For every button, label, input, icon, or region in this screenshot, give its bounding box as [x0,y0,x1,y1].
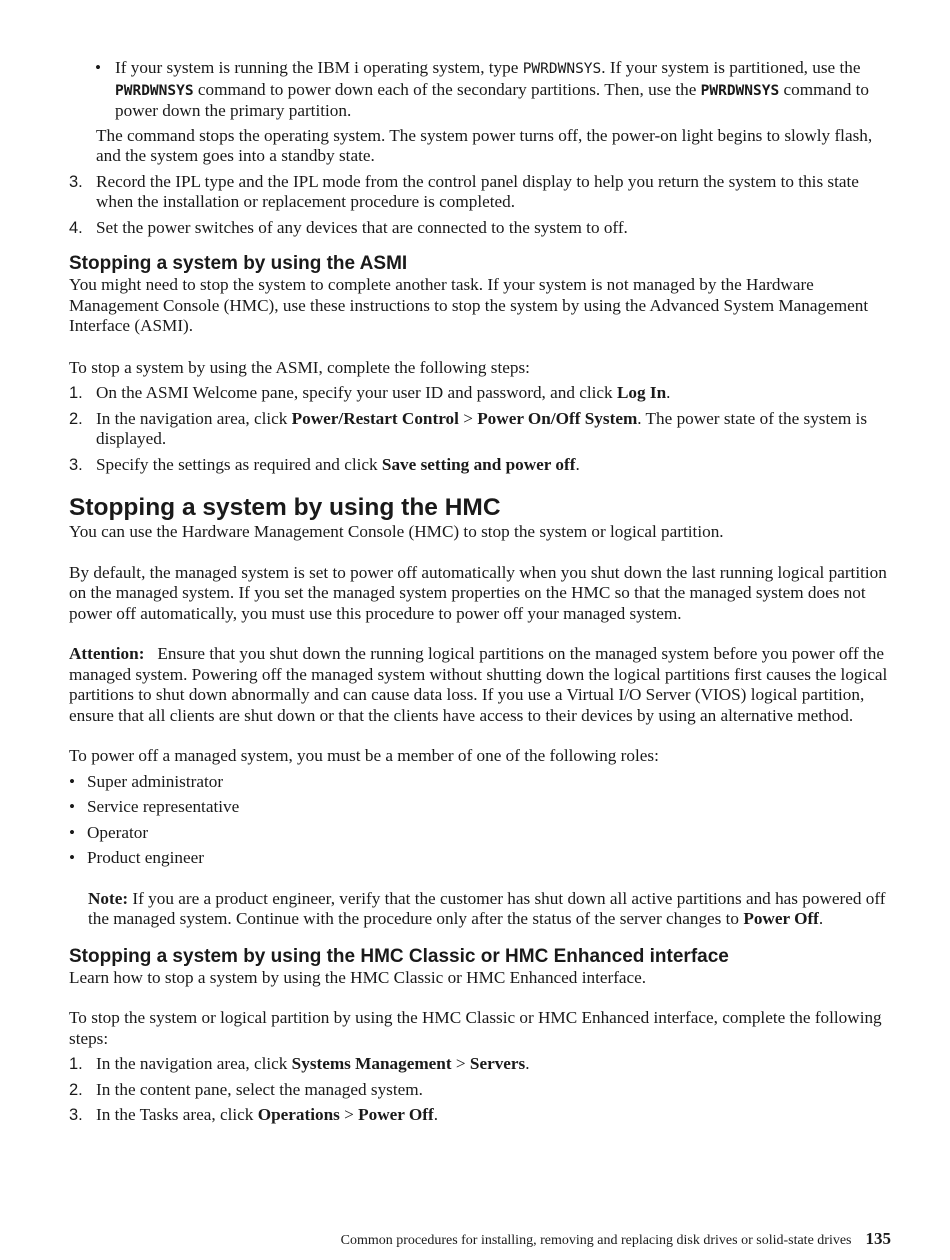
hmc-heading: Stopping a system by using the HMC [69,494,501,521]
ui-label-power-on-off: Power On/Off System [477,408,638,428]
bullet-dot: • [95,58,102,77]
classic-lead: To stop the system or logical partition by using the HMC Classic or HMC Enhanced interface, complete the following steps: [69,1008,882,1048]
document-page [69,58,894,1126]
note-para: Note: If you are a product engineer, verify that the customer has shut down all active partitions and has powered off the managed system. Continue with the procedure only after the status of the server changes to Power Off. [88,888,886,928]
ui-label-power-restart: Power/Restart Control [291,408,459,428]
ui-label-power-off: Power Off [358,1105,434,1124]
attention-label: Attention: [69,644,145,663]
asmi-lead: To stop a system by using the ASMI, complete the following steps: [69,357,530,377]
asmi-step-3: 3. Specify the settings as required and click Save setting and power off. [69,454,580,474]
command-pwrdwnsys-bold: PWRDWNSYS [115,82,194,99]
ui-label-operations: Operations [257,1105,340,1124]
role-item: • Super administrator [69,771,224,791]
classic-step-2: 2. In the content pane, select the managed system. [69,1079,423,1099]
command-pwrdwnsys-bold: PWRDWNSYS [700,82,780,99]
classic-intro: Learn how to stop a system by using the HMC Classic or HMC Enhanced interface. [69,967,647,987]
step-item: 3. Record the IPL type and the IPL mode from the control panel display to help you return the system to this state when the installation or replacement procedure is completed. [69,171,859,211]
note-label: Note: [88,888,129,908]
ui-label-save-power-off: Save setting and power off [381,454,576,474]
role-item: • Product engineer [69,848,204,867]
asmi-heading: Stopping a system by using the ASMI [69,253,408,274]
asmi-step-2: 2. In the navigation area, click Power/Restart Control > Power On/Off System. The power state of the system is displayed. [69,408,868,448]
step-item: 4. Set the power switches of any devices that are connected to the system to off. [69,217,628,237]
classic-heading: Stopping a system by using the HMC Classic or HMC Enhanced interface [69,945,729,967]
ui-label-log-in: Log In [616,383,667,402]
ui-label-systems-management: Systems Management [291,1054,452,1073]
bullet-text: If your system is running the IBM i operating system, type PWRDWNSYS. If your system is partitioned, use the PWRDWNSYS command to power down each of the secondary partitions. Then, use the PWRDWNSYS command to power down the primary partition. [115,58,869,120]
attention-para: Attention: Ensure that you shut down the running logical partitions on the managed system before you power off the managed system. Powering off the managed system without shutting down the logical partitions first causes the logical partitions to shut down abnormally and can cause data loss. If you use a Virtual I/O Server (VIOS) logical partition, ensure that all clients are shut down or that the clients have access to their devices by using an alternative method. [69,644,888,725]
bullet-pwrdwnsys [69,58,894,122]
role-item: • Service representative [69,797,240,816]
roles-lead: To power off a managed system, you must be a member of one of the following roles: [69,746,659,765]
page-footer [341,1229,891,1249]
command-pwrdwnsys: PWRDWNSYS [522,61,602,77]
classic-step-3: 3. In the Tasks area, click Operations > Power Off. [69,1105,438,1124]
footer-title: Common procedures for installing, removing and replacing disk drives or solid-state drives [340,1233,852,1248]
ui-label-servers: Servers [469,1054,526,1073]
page-number: 135 [865,1229,891,1248]
classic-step-1: 1. In the navigation area, click Systems Management > Servers. [69,1054,530,1073]
asmi-step-1: 1. On the ASMI Welcome pane, specify your user ID and password, and click Log In. [69,383,671,402]
ui-label-power-off-status: Power Off [743,909,819,928]
hmc-intro: You can use the Hardware Management Console (HMC) to stop the system or logical partition. [69,522,724,541]
asmi-intro: You might need to stop the system to complete another task. If your system is not managed by the Hardware Management Console (HMC), use these instructions to stop the system by using the Advanced System Management Interface (ASMI). [69,275,869,335]
hmc-default-para: By default, the managed system is set to power off automatically when you shut down the last running logical partition on the managed system. If you set the managed system properties on the HMC so that the managed system does not power off automatically, you must use this procedure to power off your managed system. [69,562,887,623]
role-item: • Operator [69,822,149,842]
step-result-text: The command stops the operating system. The system power turns off, the power-on light begins to slowly flash, and the system goes into a standby state. [96,125,873,165]
